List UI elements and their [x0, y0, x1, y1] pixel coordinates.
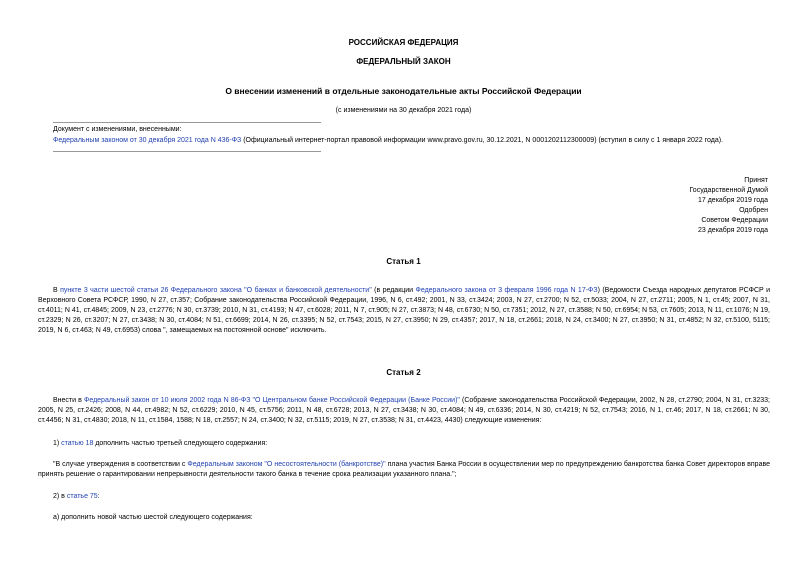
article-1-text-part: (в редакции — [371, 287, 416, 294]
item-2-text: : — [97, 493, 100, 500]
item-1-text: 1) — [53, 440, 62, 447]
top-divider — [53, 122, 321, 123]
adoption-line: Советом Федерации — [701, 217, 768, 224]
adoption-line: Принят — [744, 177, 768, 184]
document-title: О внесении изменений в отдельные законодательные акты Российской Федерации — [225, 86, 582, 96]
changes-note-text: (Официальный интернет-портал правовой информации www.pravo.gov.ru, 30.12.2021, N 0001202112300009) (вступил в силу с 1 января 2022 года). — [241, 137, 723, 144]
changes-intro: Документ с изменениями, внесенными: — [53, 126, 182, 133]
adoption-line: Государственной Думой — [689, 187, 768, 194]
quote-1 — [38, 460, 770, 480]
adoption-line: Одобрен — [739, 207, 768, 214]
article-1-text — [38, 286, 770, 336]
item-1-text: дополнить частью третьей следующего содержания: — [93, 440, 268, 447]
item-2a: а) дополнить новой частью шестой следующего содержания: — [53, 514, 253, 521]
bottom-divider — [53, 151, 321, 152]
item-2-text: 2) в — [53, 493, 67, 500]
article-1-text-part: В — [53, 287, 61, 294]
law-17fz-link[interactable]: Федерального закона от 3 февраля 1996 года N 17-ФЗ — [415, 287, 598, 294]
changes-note — [53, 136, 773, 146]
quote-1-text: "В случае утверждения в соответствии с — [53, 461, 188, 468]
amending-law-link[interactable]: Федеральным законом от 30 декабря 2021 года N 436-ФЗ — [53, 137, 242, 144]
article-1-text-part: ) (Ведомости Съезда народных депутатов РСФСР и Верховного Совета РСФСР, 1990, N 27, ст.357; Собрание законодательства Российской Федерации, 1996, N 6, ст.492; 2001, N 33, ст.3424; 2003, N 27, ст.2700; N 52, ст.5033; 2004, N 27, ст.2711; 2005, N 1, ст.45; 2007, N 31, ст.4011; N 41, ст.4845; 2009, N 23, ст.2776; N 30, ст.3739; 2010, N 31, ст.4193; N 47, ст.6028; 2011, N 7, ст.905; N 27, ст.3873; N 48, ст.6730; N 50, ст.7351; 2012, N 27, ст.3588; N 50, ст.6954; N 53, ст.7605; 2013, N 11, ст.1076; N 19, ст.2329; N 26, ст.3207; N 27, ст.3438; N 30, ст.4084; N 51, ст.6699; 2014, N 26, ст.3395; N 52, ст.7543; 2015, N 27, ст.3950; N 29, ст.4357; 2017, N 18, ст.2661; 2018, N 24, ст.3400; N 27, ст.3950; N 31, ст.4852; N 32, ст.5100, 5115; 2019, N 6, ст.463; N 49, ст.6953) слова ", замещаемых на постоянной основе" исключить. — [38, 287, 771, 334]
article-2-heading: Статья 2 — [386, 368, 421, 377]
article-18-link[interactable]: статью 18 — [61, 440, 94, 447]
article-2-text-part: (Собрание законодательства Российской Федерации, 2002, N 28, ст.2790; 2004, N 31, ст.3233; 2005, N 25, ст.2426; 2008, N 44, ст.4982; N 52, ст.6229; 2010, N 45, ст.5756; 2011, N 48, ст.6728; 2013, N 27, ст.3438; N 30, ст.4084; N 49, ст.6336; 2014, N 30, ст.4219; N 52, ст.7543; 2016, N 1, ст.46; 2017, N 18, ст.2661; N 30, ст.4456; N 31, ст.4830; 2018, N 11, ст.1584, 1588; N 18, ст.2557; N 24, ст.3400; N 32, ст.5115; 2019, N 27, ст.3538; N 31, ст.4423, 4430) следующие изменения: — [38, 397, 770, 424]
banks-law-link[interactable]: пункте 3 части шестой статьи 26 Федерального закона "О банках и банковской деятельности" — [60, 287, 372, 294]
item-1 — [38, 439, 770, 449]
adoption-line: 23 декабря 2019 года — [697, 227, 768, 234]
document-subtitle: (с изменениями на 30 декабря 2021 года) — [335, 107, 472, 114]
central-bank-law-link[interactable]: Федеральный закон от 10 июля 2002 года N 86-ФЗ "О Центральном банке Российской Федерации (Банке России)" — [84, 397, 460, 404]
quote-1-text: плана участия Банка России в осуществлении мер по предупреждению банкротства банка Совет директоров вправе принять решение о гарантировании непрерывности деятельности такого банка в течение срока реализации указанного плана."; — [38, 461, 770, 478]
article-1-heading: Статья 1 — [386, 257, 421, 266]
article-75-link[interactable]: статье 75 — [66, 493, 98, 500]
country-heading: РОССИЙСКАЯ ФЕДЕРАЦИЯ — [348, 38, 459, 47]
item-2 — [38, 492, 770, 502]
article-2-text-part: Внести в — [53, 397, 85, 404]
article-2-text — [38, 396, 770, 426]
bankruptcy-law-link[interactable]: Федеральным законом "О несостоятельности (банкротстве)" — [187, 461, 386, 468]
adoption-block — [568, 176, 768, 236]
law-type-heading: ФЕДЕРАЛЬНЫЙ ЗАКОН — [356, 57, 451, 66]
adoption-line: 17 декабря 2019 года — [697, 197, 768, 204]
